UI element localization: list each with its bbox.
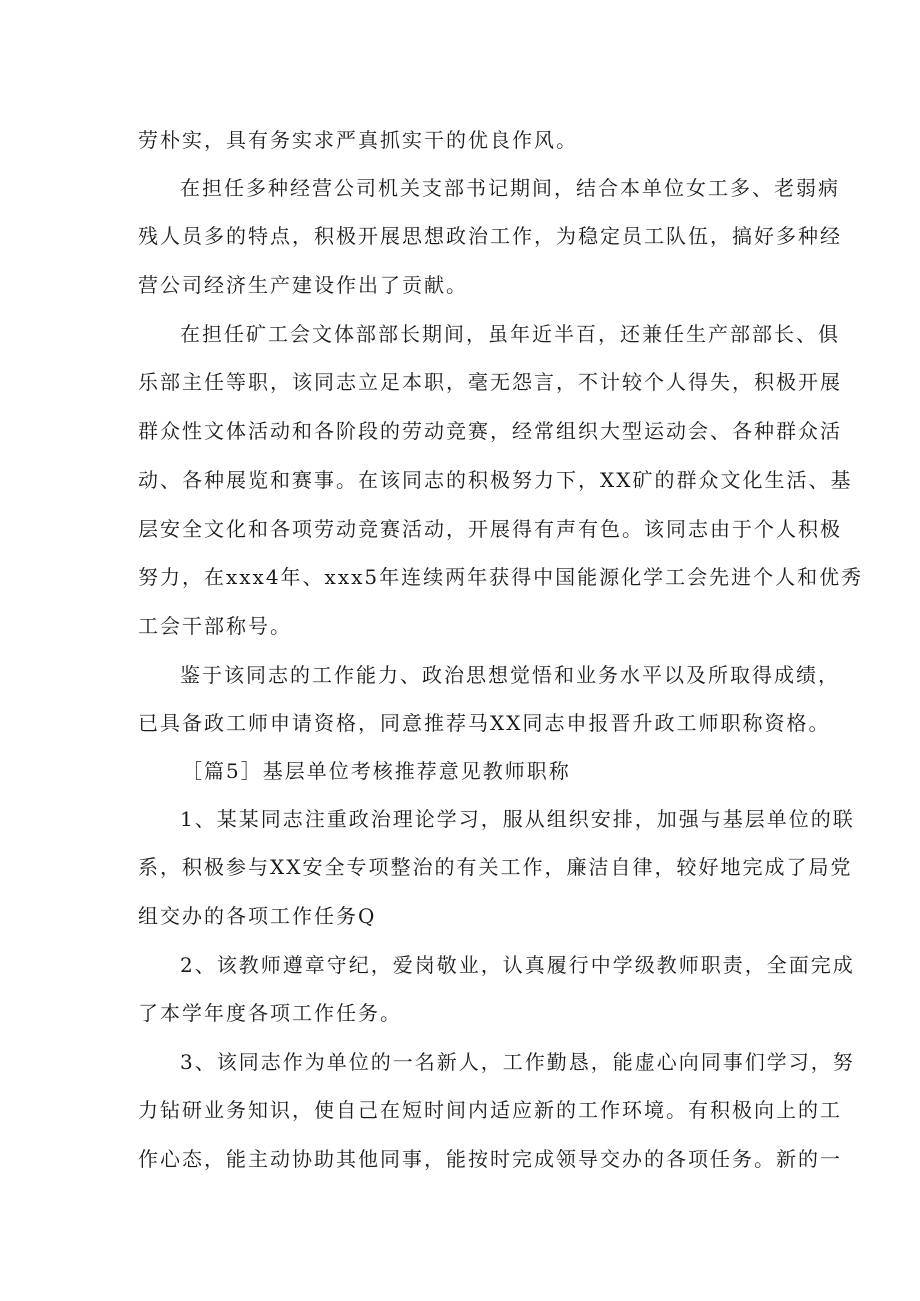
text-line: 残人员多的特点，积极开展思想政治工作，为稳定员工队伍，搞好多种经 [138, 224, 842, 248]
text-line: 了本学年度各项工作任务。 [138, 1001, 402, 1025]
text-line: 组交办的各项工作任务Q [138, 904, 377, 928]
text-line: 系，积极参与XX安全专项整治的有关工作，廉洁自律，较好地完成了局党 [138, 855, 853, 879]
section-heading: ［篇5］基层单位考核推荐意见教师职称 [182, 759, 571, 783]
text-line: 层安全文化和各项劳动竞赛活动，开展得有声有色。该同志由于个人积极 [138, 517, 842, 541]
text-line: 作心态，能主动协助其他同事，能按时完成领导交办的各项任务。新的一 [138, 1147, 842, 1171]
paragraph-start-line: 鉴于该同志的工作能力、政治思想觉悟和业务水平以及所取得成绩， [180, 663, 840, 687]
text-line: 群众性文体活动和各阶段的劳动竞赛，经常组织大型运动会、各种群众活 [138, 419, 842, 443]
text-line: 劳朴实，具有务实求严真抓实干的优良作风。 [138, 128, 578, 152]
paragraph-start-line: 1、某某同志注重政治理论学习，服从组织安排，加强与基层单位的联 [180, 807, 855, 831]
paragraph-start-line: 2、该教师遵章守纪，爱岗敬业，认真履行中学级教师职责，全面完成 [180, 953, 855, 977]
paragraph-start-line: 在担任多种经营公司机关支部书记期间，结合本单位女工多、老弱病 [180, 176, 840, 200]
text-line: 营公司经济生产建设作出了贡献。 [138, 273, 468, 297]
text-line: 力钻研业务知识，使自己在短时间内适应新的工作环境。有积极向上的工 [138, 1098, 842, 1122]
text-line: 工会干部称号。 [138, 614, 292, 638]
text-line: 努力，在xxx4年、xxx5年连续两年获得中国能源化学工会先进个人和优秀 [138, 565, 864, 589]
text-line: 乐部主任等职，该同志立足本职，毫无怨言，不计较个人得失，积极开展 [138, 370, 842, 394]
text-line: 动、各种展览和赛事。在该同志的积极努力下，XX矿的群众文化生活、基 [138, 468, 853, 492]
paragraph-start-line: 在担任矿工会文体部部长期间，虽年近半百，还兼任生产部部长、俱 [180, 322, 840, 346]
paragraph-start-line: 3、该同志作为单位的一名新人，工作勤恳，能虚心向同事们学习，努 [180, 1050, 855, 1074]
text-line: 已具备政工师申请资格，同意推荐马XX同志申报晋升政工师职称资格。 [138, 711, 831, 735]
